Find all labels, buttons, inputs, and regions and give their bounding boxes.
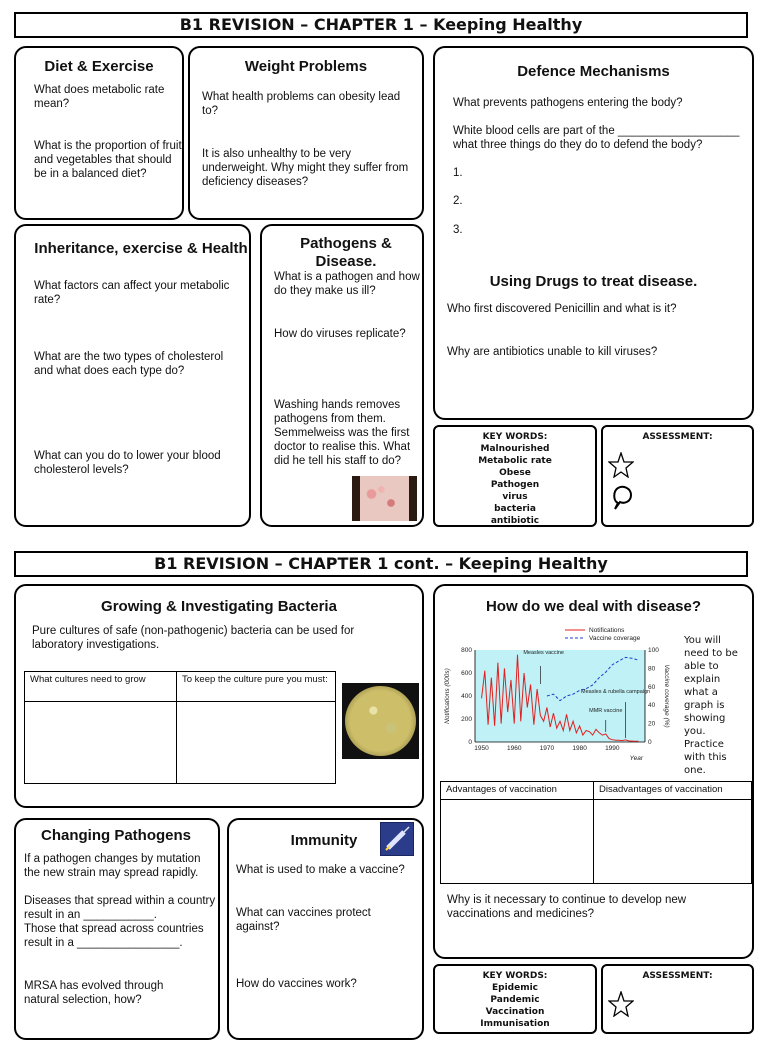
y2-tick-label: 0 [648, 739, 652, 746]
disease-question: Why is it necessary to continue to develop new vaccinations and medicines? [447, 894, 687, 920]
page1-header: B1 REVISION – CHAPTER 1 – Keeping Healthy [14, 12, 748, 38]
diet-q2: What is the proportion of fruit and vegetables that should be in a balanced diet? [34, 140, 182, 180]
legend-vaccine-label: Vaccine coverage [589, 635, 641, 642]
changing-pathogens-box [14, 818, 220, 1040]
weight-q2: It is also unhealthy to be very underweight. Why might they suffer from deficiency diseases? [202, 148, 409, 188]
weight-q1: What health problems can obesity lead to? [202, 91, 401, 117]
changing-p4: MRSA has evolved through natural selection, how? [24, 980, 164, 1006]
star-icon [608, 991, 634, 1017]
drugs-title: Using Drugs to treat disease. [489, 273, 698, 290]
x-tick-label: 1990 [605, 745, 620, 752]
assessment-box-1 [601, 425, 754, 527]
y2-tick-label: 80 [648, 665, 656, 673]
drugs-q1: Who first discovered Penicillin and what is it? [447, 303, 677, 315]
inheritance-q3: What can you do to lower your blood cholesterol levels? [34, 450, 221, 476]
syringe-icon [380, 822, 414, 856]
disease-title: How do we deal with disease? [485, 598, 702, 615]
annotation-mmr-vaccine: MMR vaccine [589, 708, 623, 714]
diet-q1: What does metabolic rate mean? [34, 84, 165, 110]
y2-tick-label: 60 [648, 683, 656, 691]
changing-title: Changing Pathogens [41, 827, 191, 844]
table-header-cultures: What cultures need to grow [25, 672, 177, 702]
defence-q2: White blood cells are part of the ___________________ what three things do they do to defend the body? [453, 125, 740, 151]
skin-bacteria-photo [352, 476, 417, 521]
bacteria-table [24, 671, 336, 784]
disease-box [433, 584, 754, 959]
keyword: Malnourished [480, 444, 550, 454]
keyword: Obese [499, 468, 531, 478]
bacteria-box [14, 584, 424, 808]
y-tick-label: 0 [468, 739, 472, 746]
petri-dish-photo [342, 683, 419, 759]
measles-chart [441, 624, 673, 766]
immunity-q1: What is used to make a vaccine? [236, 864, 405, 876]
y2-tick-label: 20 [648, 720, 656, 728]
keyword: antibiotic [490, 516, 540, 526]
y-tick-label: 200 [461, 716, 472, 723]
keywords-box-1 [433, 425, 597, 527]
table-header-advantages: Advantages of vaccination [441, 782, 594, 800]
plot-background [475, 650, 645, 742]
immunity-q3: How do vaccines work? [236, 978, 357, 990]
assessment-title: ASSESSMENT: [642, 971, 713, 981]
x-tick-label: 1970 [539, 745, 555, 752]
table-cell[interactable] [177, 702, 336, 784]
keyword: Pathogen [490, 480, 540, 490]
inheritance-q2: What are the two types of cholesterol and what does each type do? [34, 351, 224, 377]
keywords-title: KEY WORDS: [482, 432, 548, 442]
vaccination-table [440, 781, 752, 884]
inheritance-q1: What factors can affect your metabolic rate? [34, 280, 230, 306]
keyword: Immunisation [480, 1019, 550, 1029]
keyword: Pandemic [490, 995, 540, 1005]
y2-axis-label: Vaccine coverage (%) [663, 664, 670, 728]
keyword: Vaccination [485, 1007, 545, 1017]
drugs-q2: Why are antibiotics unable to kill viruses? [447, 346, 658, 358]
changing-p2: Diseases that spread within a country result in an ___________. [24, 895, 216, 921]
defence-n1: 1. [453, 167, 463, 179]
pathogens-title: Pathogens & Disease. [300, 235, 392, 270]
defence-title: Defence Mechanisms [517, 63, 670, 80]
keywords-title: KEY WORDS: [482, 971, 548, 981]
defence-q1: What prevents pathogens entering the body? [453, 97, 683, 109]
table-cell[interactable] [441, 800, 594, 884]
inheritance-box [14, 224, 251, 527]
x-tick-label: 1980 [572, 745, 587, 752]
keyword: Metabolic rate [478, 456, 552, 466]
defence-n2: 2. [453, 195, 463, 207]
table-cell[interactable] [594, 800, 752, 884]
inheritance-title: Inheritance, exercise & Health [34, 240, 248, 257]
keyword: bacteria [494, 504, 536, 514]
legend-notifications-label: Notifications [589, 627, 625, 634]
page2-header: B1 REVISION – CHAPTER 1 cont. – Keeping Healthy [14, 551, 748, 577]
annotation-mr-campaign: Measles & rubella campaign [581, 689, 651, 695]
x-axis-label: Year [629, 755, 643, 762]
diet-title: Diet & Exercise [44, 58, 154, 75]
y-tick-label: 600 [461, 670, 472, 677]
y2-tick-label: 100 [648, 647, 659, 654]
annotation-measles-vaccine: Measles vaccine [523, 650, 564, 656]
immunity-q2: What can vaccines protect against? [236, 907, 371, 933]
pathogens-box [260, 224, 424, 527]
immunity-box [227, 818, 424, 1040]
keyword: virus [502, 492, 528, 502]
weight-title: Weight Problems [244, 58, 368, 75]
y-axis-label: Notifications (000s) [444, 668, 451, 724]
table-header-pure: To keep the culture pure you must: [177, 672, 336, 702]
pathogens-q2: How do viruses replicate? [274, 328, 406, 340]
speech-bubble-icon [612, 485, 634, 511]
bacteria-title: Growing & Investigating Bacteria [101, 598, 337, 615]
y-tick-label: 400 [461, 693, 472, 700]
assessment-title: ASSESSMENT: [642, 432, 713, 442]
y-tick-label: 800 [461, 647, 472, 654]
x-tick-label: 1960 [506, 745, 522, 752]
y2-tick-label: 40 [648, 702, 656, 710]
star-icon [608, 452, 634, 478]
chart-side-note: You will need to be able to explain what a graph is showing you. Practice with this one. [684, 635, 738, 776]
defence-box [433, 46, 754, 420]
x-tick-label: 1950 [474, 745, 489, 752]
keyword: Epidemic [491, 983, 539, 993]
weight-problems-box [188, 46, 424, 220]
table-cell[interactable] [25, 702, 177, 784]
changing-p1: If a pathogen changes by mutation the new strain may spread rapidly. [24, 853, 201, 879]
pathogens-q1: What is a pathogen and how do they make us ill? [274, 271, 420, 297]
diet-exercise-box [14, 46, 184, 220]
table-header-disadvantages: Disadvantages of vaccination [594, 782, 752, 800]
pathogens-q3: Washing hands removes pathogens from them. Semmelweiss was the first doctor to realise this. What did he tell his staff to do? [274, 399, 411, 467]
changing-p3: Those that spread across countries result in a ________________. [24, 923, 204, 949]
defence-n3: 3. [453, 224, 463, 236]
immunity-title: Immunity [290, 832, 358, 849]
bacteria-intro: Pure cultures of safe (non-pathogenic) bacteria can be used for laboratory investigations. [32, 625, 355, 651]
